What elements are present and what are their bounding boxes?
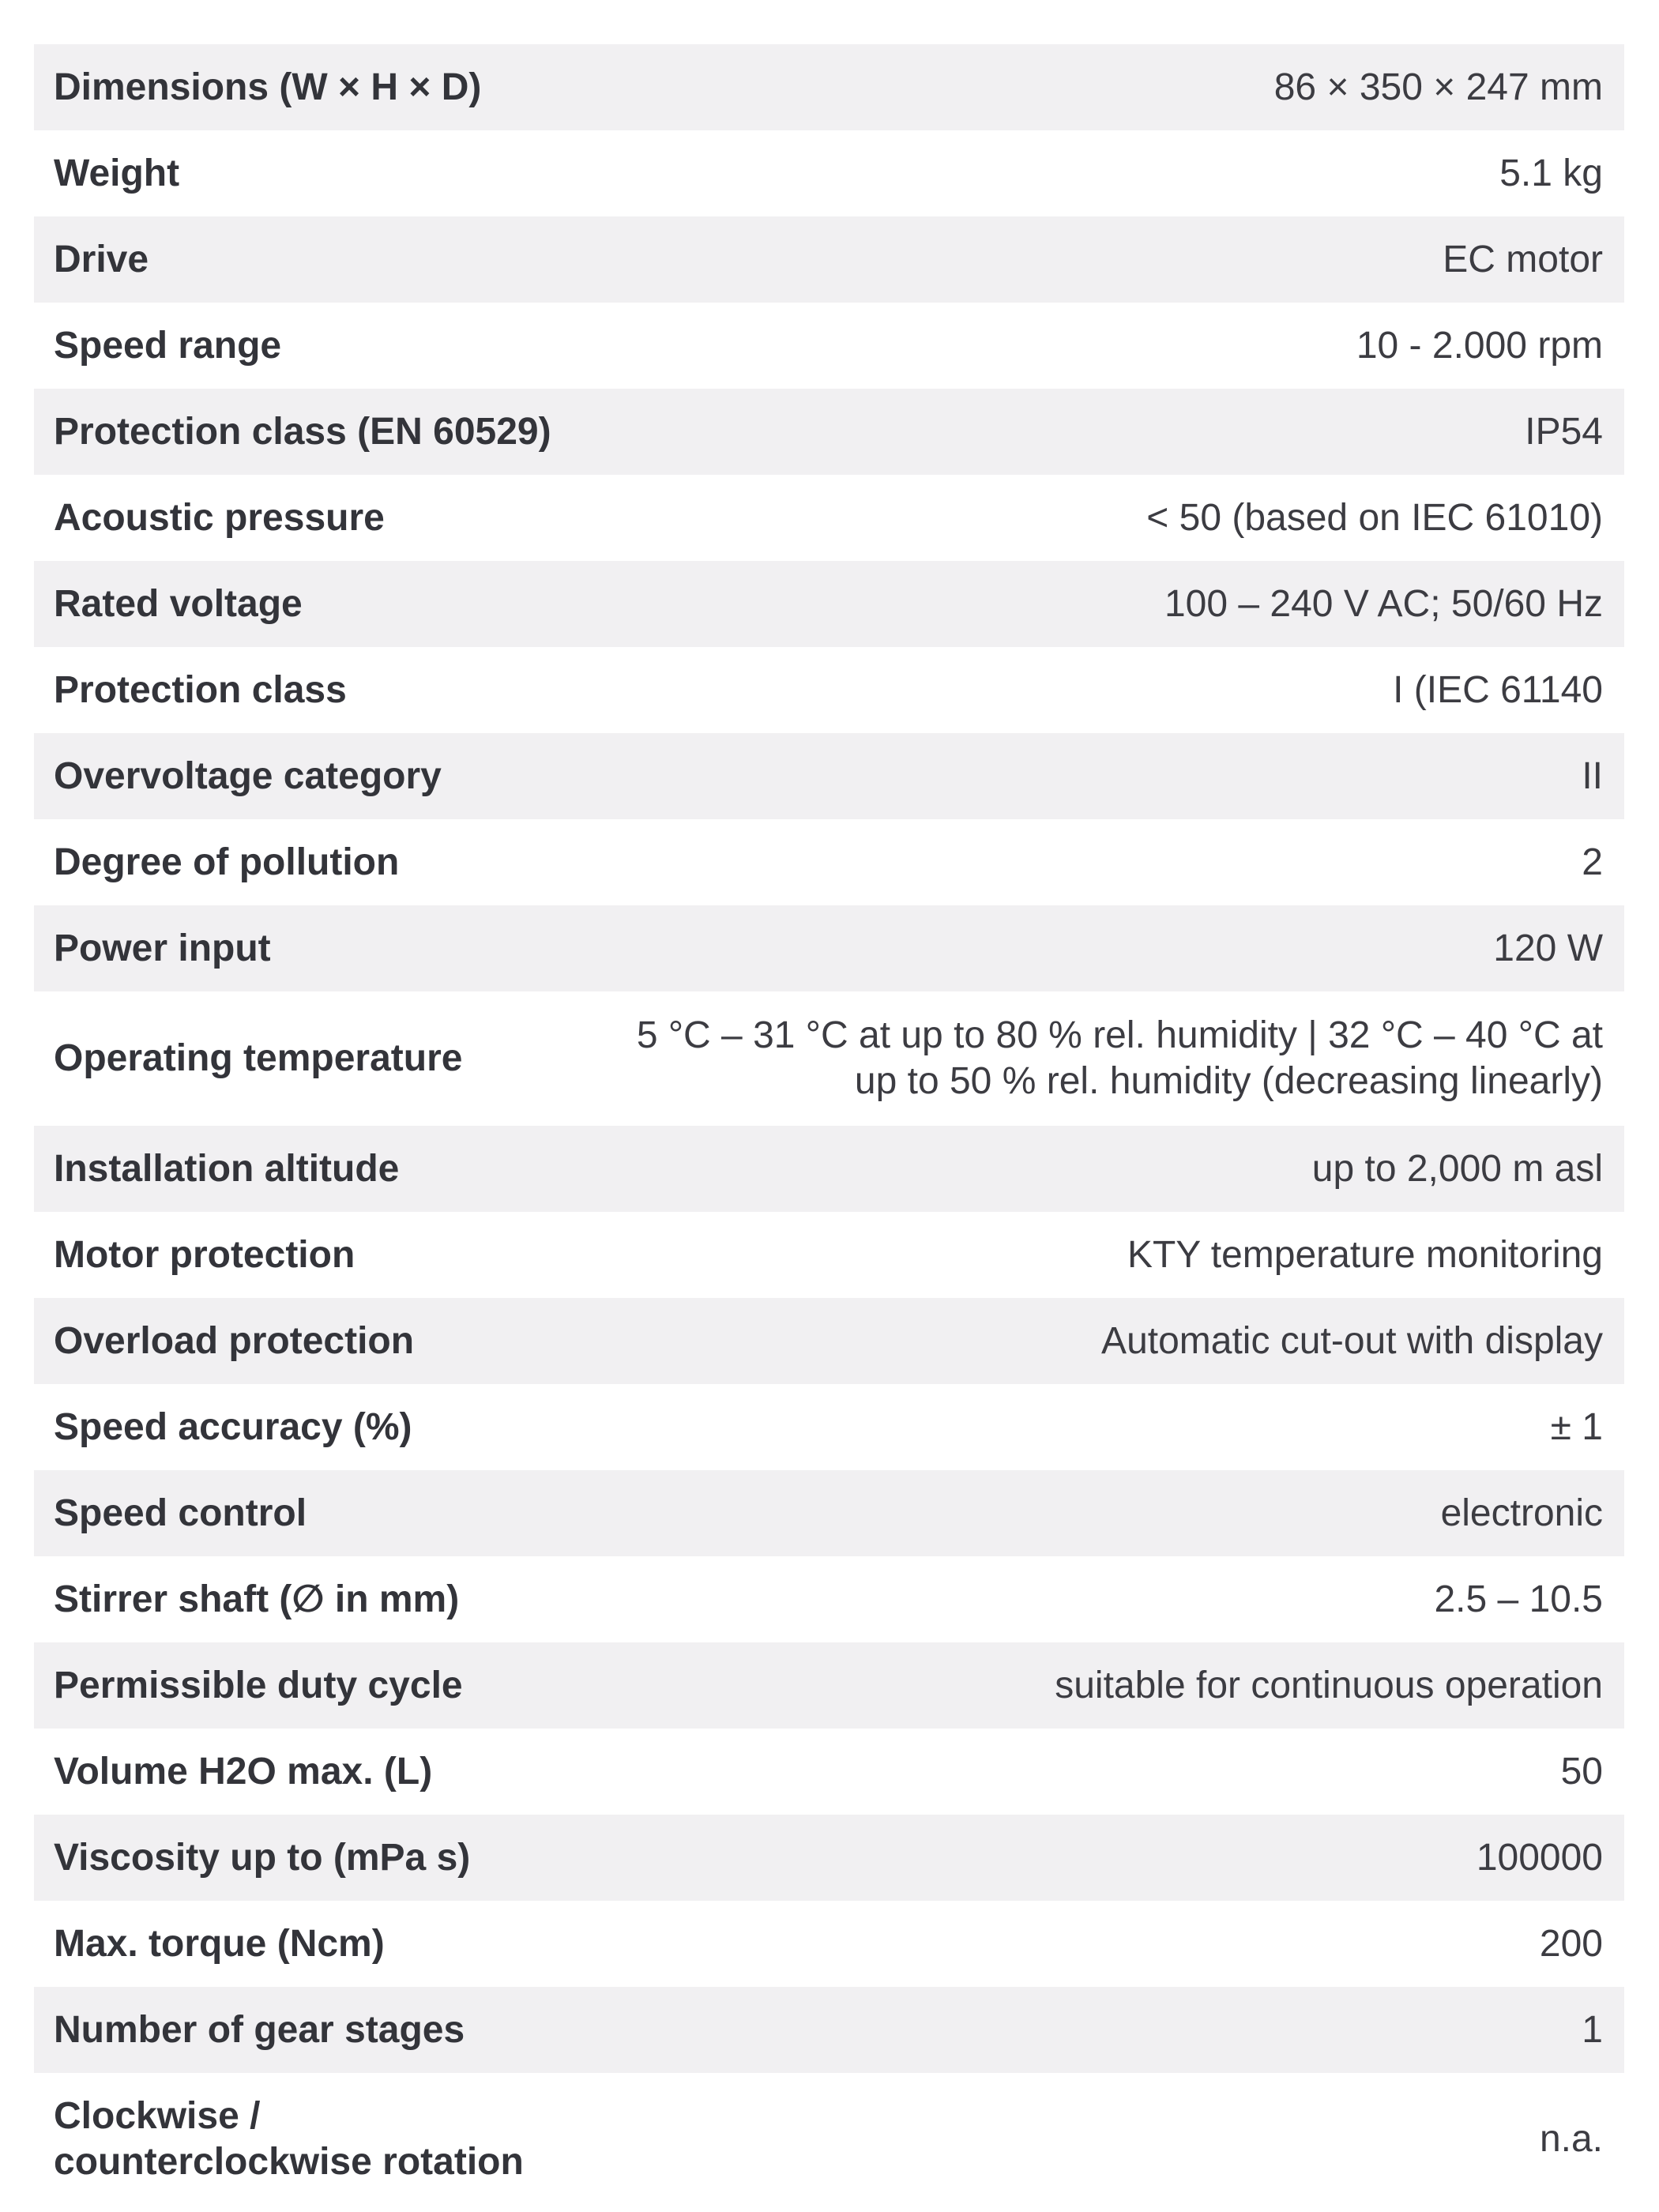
spec-value: 50 (1560, 1750, 1603, 1793)
spec-value: KTY temperature monitoring (1127, 1233, 1603, 1276)
spec-value: 5 °C – 31 °C at up to 80 % rel. humidity | 32 °C – 40 °C at up to 50 % rel. humidity (decreasing linearly) (636, 1014, 1603, 1102)
spec-value: n.a. (1539, 2118, 1603, 2160)
spec-label: Drive (54, 238, 149, 280)
spec-label: Dimensions (W × H × D) (54, 66, 482, 108)
spec-value: IP54 (1525, 410, 1603, 453)
spec-label: Protection class (EN 60529) (54, 410, 551, 453)
spec-label: Degree of pollution (54, 841, 400, 883)
spec-label: Installation altitude (54, 1147, 400, 1190)
spec-label: Max. torque (Ncm) (54, 1922, 385, 1965)
spec-value: 2 (1582, 841, 1603, 883)
spec-row-operating-temperature (34, 991, 1624, 1126)
spec-row-overvoltage-category (34, 733, 1624, 819)
spec-row-drive (34, 216, 1624, 303)
spec-row-installation-altitude (34, 1126, 1624, 1212)
spec-label: Rated voltage (54, 582, 303, 625)
spec-value: 10 - 2.000 rpm (1356, 324, 1603, 367)
spec-label: Operating temperature (54, 1037, 463, 1079)
spec-row-permissible-duty-cycle (34, 1642, 1624, 1729)
spec-row-protection-class-en (34, 389, 1624, 475)
spec-value: I (IEC 61140 (1393, 668, 1603, 711)
spec-label: Weight (54, 152, 180, 194)
spec-label: Speed accuracy (%) (54, 1405, 412, 1448)
spec-row-acoustic-pressure (34, 475, 1624, 561)
spec-label: Speed range (54, 324, 282, 367)
spec-value: Automatic cut-out with display (1101, 1319, 1603, 1362)
spec-row-viscosity (34, 1815, 1624, 1901)
spec-row-stirrer-shaft (34, 1556, 1624, 1642)
spec-row-degree-of-pollution (34, 819, 1624, 905)
spec-row-speed-range (34, 303, 1624, 389)
spec-value: II (1582, 754, 1603, 797)
spec-value: ± 1 (1550, 1405, 1603, 1448)
spec-row-power-input (34, 905, 1624, 991)
spec-row-weight (34, 130, 1624, 216)
spec-label: Acoustic pressure (54, 496, 385, 539)
spec-value: 2.5 – 10.5 (1434, 1578, 1603, 1620)
spec-label: Permissible duty cycle (54, 1664, 463, 1706)
spec-value: electronic (1440, 1492, 1603, 1534)
spec-row-rated-voltage (34, 561, 1624, 647)
spec-label: Stirrer shaft (∅ in mm) (54, 1578, 460, 1620)
spec-value: 100000 (1476, 1836, 1603, 1879)
spec-row-volume (34, 1729, 1624, 1815)
spec-value: 100 – 240 V AC; 50/60 Hz (1164, 582, 1603, 625)
spec-value: 86 × 350 × 247 mm (1273, 66, 1603, 108)
spec-value: < 50 (based on IEC 61010) (1146, 496, 1603, 539)
spec-label: Overload protection (54, 1319, 415, 1362)
spec-label: Clockwise / counterclockwise rotation (54, 2095, 524, 2183)
spec-table (34, 44, 1624, 2206)
spec-label: Power input (54, 927, 271, 969)
spec-label: Viscosity up to (mPa s) (54, 1836, 471, 1879)
spec-label: Number of gear stages (54, 2008, 465, 2051)
spec-value: EC motor (1443, 238, 1603, 280)
spec-row-rotation (34, 2073, 1624, 2206)
spec-row-dimensions (34, 44, 1624, 130)
spec-value: 1 (1582, 2008, 1603, 2051)
spec-label: Protection class (54, 668, 347, 711)
spec-row-gear-stages (34, 1987, 1624, 2073)
spec-row-speed-control (34, 1470, 1624, 1556)
spec-row-protection-class (34, 647, 1624, 733)
spec-row-max-torque (34, 1901, 1624, 1987)
spec-value: 120 W (1493, 927, 1603, 969)
spec-label: Motor protection (54, 1233, 356, 1276)
spec-value: 200 (1539, 1922, 1603, 1965)
spec-row-speed-accuracy (34, 1384, 1624, 1470)
spec-row-motor-protection (34, 1212, 1624, 1298)
spec-label: Overvoltage category (54, 754, 442, 797)
spec-value: suitable for continuous operation (1055, 1664, 1603, 1706)
spec-value: up to 2,000 m asl (1311, 1147, 1603, 1190)
spec-label: Volume H2O max. (L) (54, 1750, 433, 1793)
spec-row-overload-protection (34, 1298, 1624, 1384)
spec-label: Speed control (54, 1492, 307, 1534)
spec-value: 5.1 kg (1499, 152, 1603, 194)
